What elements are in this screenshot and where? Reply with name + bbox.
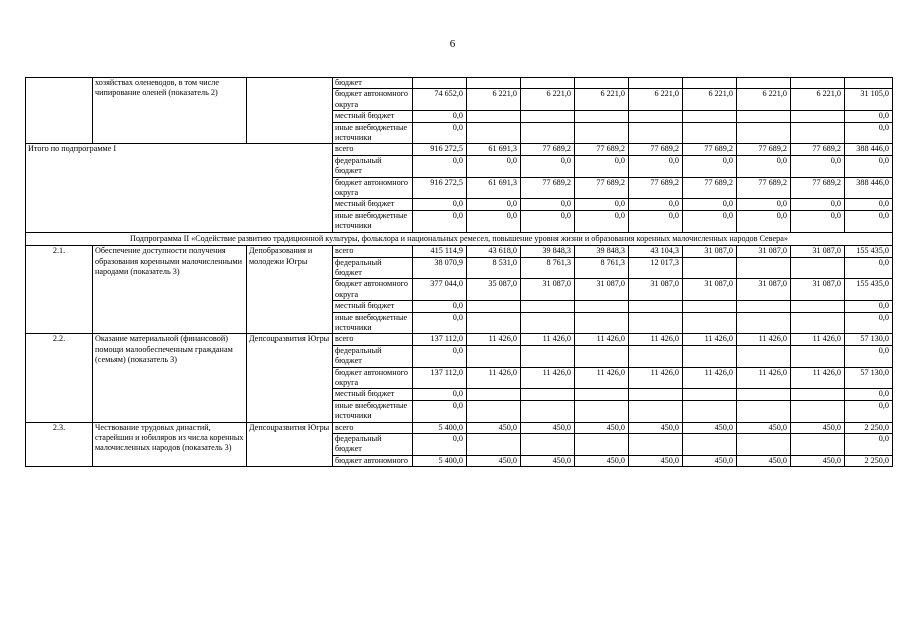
amount-cell: 77 689,2: [521, 144, 575, 155]
amount-cell: 77 689,2: [683, 144, 737, 155]
amount-cell: [683, 312, 737, 334]
amount-cell: [737, 312, 791, 334]
amount-cell: 31 105,0: [845, 89, 893, 111]
event-name: Обеспечение доступности получения образования коренными малочисленными народами (показатель 3): [93, 246, 247, 334]
amount-cell: 450,0: [737, 455, 791, 466]
amount-cell: [737, 301, 791, 312]
amount-cell: 31 087,0: [737, 246, 791, 257]
funding-source: всего: [333, 144, 413, 155]
amount-cell: 0,0: [413, 210, 467, 232]
amount-cell: [683, 400, 737, 422]
amount-cell: [683, 434, 737, 456]
amount-cell: [413, 78, 467, 89]
amount-cell: [521, 345, 575, 367]
amount-cell: [845, 78, 893, 89]
amount-cell: 77 689,2: [575, 144, 629, 155]
subprogram-row: [26, 232, 893, 245]
amount-cell: 31 087,0: [737, 279, 791, 301]
amount-cell: 0,0: [845, 434, 893, 456]
amount-cell: 35 087,0: [467, 279, 521, 301]
funding-source: бюджет автономного округа: [333, 367, 413, 389]
table-row: [26, 246, 893, 257]
amount-cell: [521, 434, 575, 456]
amount-cell: 0,0: [845, 122, 893, 144]
amount-cell: 0,0: [737, 199, 791, 210]
amount-cell: 2 250,0: [845, 455, 893, 466]
amount-cell: [683, 301, 737, 312]
amount-cell: 11 426,0: [629, 334, 683, 345]
table-row: [26, 422, 893, 433]
amount-cell: 415 114,9: [413, 246, 467, 257]
amount-cell: 0,0: [467, 155, 521, 177]
amount-cell: 137 112,0: [413, 334, 467, 345]
amount-cell: 39 848,3: [575, 246, 629, 257]
event-name: Оказание материальной (финансовой) помощи малообеспеченным гражданам (семьям) (показатель 3): [93, 334, 247, 422]
amount-cell: 0,0: [413, 155, 467, 177]
amount-cell: [467, 312, 521, 334]
amount-cell: 31 087,0: [521, 279, 575, 301]
row-number: 2.1.: [26, 246, 93, 334]
amount-cell: [575, 122, 629, 144]
amount-cell: 450,0: [467, 422, 521, 433]
amount-cell: 0,0: [575, 210, 629, 232]
amount-cell: 0,0: [683, 199, 737, 210]
amount-cell: [791, 345, 845, 367]
amount-cell: 77 689,2: [629, 144, 683, 155]
amount-cell: 0,0: [683, 155, 737, 177]
amount-cell: 450,0: [629, 455, 683, 466]
amount-cell: [521, 78, 575, 89]
funding-source: иные внебюджетные источники: [333, 210, 413, 232]
amount-cell: 0,0: [467, 210, 521, 232]
row-label: Итого по подпрограмме I: [26, 144, 333, 232]
amount-cell: 8 531,0: [467, 257, 521, 279]
amount-cell: 11 426,0: [575, 334, 629, 345]
amount-cell: [629, 301, 683, 312]
amount-cell: [683, 111, 737, 122]
funding-source: федеральный бюджет: [333, 155, 413, 177]
amount-cell: [575, 301, 629, 312]
amount-cell: [629, 389, 683, 400]
amount-cell: 0,0: [413, 301, 467, 312]
funding-source: бюджет автономного округа: [333, 177, 413, 199]
amount-cell: [521, 400, 575, 422]
amount-cell: 0,0: [413, 389, 467, 400]
table-row: [26, 334, 893, 345]
amount-cell: 12 017,3: [629, 257, 683, 279]
amount-cell: [737, 122, 791, 144]
amount-cell: 43 618,0: [467, 246, 521, 257]
amount-cell: 0,0: [845, 301, 893, 312]
amount-cell: [737, 257, 791, 279]
amount-cell: [791, 78, 845, 89]
amount-cell: [521, 312, 575, 334]
executor: [247, 78, 333, 144]
amount-cell: 31 087,0: [791, 279, 845, 301]
amount-cell: 31 087,0: [575, 279, 629, 301]
funding-source: федеральный бюджет: [333, 257, 413, 279]
amount-cell: 11 426,0: [521, 334, 575, 345]
amount-cell: 0,0: [521, 210, 575, 232]
amount-cell: [629, 78, 683, 89]
amount-cell: [467, 111, 521, 122]
amount-cell: [791, 312, 845, 334]
amount-cell: [521, 301, 575, 312]
executor: Депсоцразвития Югры: [247, 422, 333, 467]
amount-cell: [683, 78, 737, 89]
amount-cell: 11 426,0: [683, 334, 737, 345]
amount-cell: 61 691,3: [467, 177, 521, 199]
amount-cell: 0,0: [845, 389, 893, 400]
amount-cell: 0,0: [521, 199, 575, 210]
amount-cell: [467, 400, 521, 422]
amount-cell: 61 691,3: [467, 144, 521, 155]
amount-cell: 0,0: [845, 312, 893, 334]
funding-source: местный бюджет: [333, 389, 413, 400]
amount-cell: [521, 122, 575, 144]
amount-cell: 155 435,0: [845, 279, 893, 301]
amount-cell: [575, 400, 629, 422]
amount-cell: 2 250,0: [845, 422, 893, 433]
funding-source: бюджет: [333, 78, 413, 89]
amount-cell: 31 087,0: [683, 246, 737, 257]
amount-cell: 11 426,0: [791, 334, 845, 345]
funding-source: бюджет автономного: [333, 455, 413, 466]
amount-cell: 916 272,5: [413, 177, 467, 199]
amount-cell: [575, 434, 629, 456]
funding-source: всего: [333, 246, 413, 257]
amount-cell: [467, 301, 521, 312]
amount-cell: [683, 122, 737, 144]
funding-source: бюджет автономного округа: [333, 89, 413, 111]
amount-cell: 0,0: [413, 122, 467, 144]
amount-cell: 11 426,0: [467, 334, 521, 345]
amount-cell: 450,0: [629, 422, 683, 433]
amount-cell: 450,0: [683, 422, 737, 433]
amount-cell: [683, 389, 737, 400]
amount-cell: 916 272,5: [413, 144, 467, 155]
amount-cell: 0,0: [575, 199, 629, 210]
amount-cell: 0,0: [575, 155, 629, 177]
amount-cell: 450,0: [521, 455, 575, 466]
amount-cell: 43 104,3: [629, 246, 683, 257]
amount-cell: 77 689,2: [737, 144, 791, 155]
amount-cell: 0,0: [629, 155, 683, 177]
funding-source: местный бюджет: [333, 199, 413, 210]
amount-cell: [791, 122, 845, 144]
amount-cell: [521, 111, 575, 122]
amount-cell: [791, 434, 845, 456]
amount-cell: 77 689,2: [683, 177, 737, 199]
amount-cell: [683, 345, 737, 367]
funding-source: иные внебюджетные источники: [333, 312, 413, 334]
amount-cell: 450,0: [575, 422, 629, 433]
amount-cell: [467, 78, 521, 89]
funding-source: бюджет автономного округа: [333, 279, 413, 301]
amount-cell: 8 761,3: [575, 257, 629, 279]
amount-cell: 0,0: [737, 210, 791, 232]
row-number: 2.2.: [26, 334, 93, 422]
amount-cell: [575, 389, 629, 400]
amount-cell: [791, 389, 845, 400]
funding-source: всего: [333, 422, 413, 433]
amount-cell: 0,0: [629, 199, 683, 210]
amount-cell: 0,0: [413, 434, 467, 456]
row-number: 2.3.: [26, 422, 93, 467]
amount-cell: 6 221,0: [737, 89, 791, 111]
funding-source: федеральный бюджет: [333, 345, 413, 367]
amount-cell: 450,0: [521, 422, 575, 433]
event-name: хозяйствах оленеводов, в том числе чипирование оленей (показатель 2): [93, 78, 247, 144]
executor: Депсоцразвития Югры: [247, 334, 333, 422]
amount-cell: 77 689,2: [791, 177, 845, 199]
amount-cell: 377 044,0: [413, 279, 467, 301]
amount-cell: 6 221,0: [683, 89, 737, 111]
funding-source: федеральный бюджет: [333, 434, 413, 456]
amount-cell: [791, 301, 845, 312]
amount-cell: [791, 111, 845, 122]
amount-cell: [629, 122, 683, 144]
funding-source: всего: [333, 334, 413, 345]
amount-cell: [629, 111, 683, 122]
amount-cell: 11 426,0: [737, 367, 791, 389]
funding-source: иные внебюджетные источники: [333, 122, 413, 144]
amount-cell: 77 689,2: [629, 177, 683, 199]
amount-cell: 5 400,0: [413, 422, 467, 433]
amount-cell: 0,0: [413, 400, 467, 422]
table-row: [26, 144, 893, 155]
executor: Депобразования и молодежи Югры: [247, 246, 333, 334]
amount-cell: 0,0: [413, 199, 467, 210]
amount-cell: [575, 111, 629, 122]
amount-cell: [467, 122, 521, 144]
amount-cell: 0,0: [845, 155, 893, 177]
amount-cell: 6 221,0: [791, 89, 845, 111]
amount-cell: [575, 345, 629, 367]
amount-cell: 77 689,2: [791, 144, 845, 155]
amount-cell: 450,0: [791, 455, 845, 466]
amount-cell: [467, 345, 521, 367]
amount-cell: 0,0: [467, 199, 521, 210]
amount-cell: 38 070,9: [413, 257, 467, 279]
amount-cell: [521, 389, 575, 400]
amount-cell: 0,0: [737, 155, 791, 177]
amount-cell: 6 221,0: [575, 89, 629, 111]
amount-cell: 0,0: [413, 345, 467, 367]
amount-cell: 6 221,0: [629, 89, 683, 111]
amount-cell: [575, 312, 629, 334]
amount-cell: 0,0: [413, 312, 467, 334]
amount-cell: 77 689,2: [521, 177, 575, 199]
amount-cell: 388 446,0: [845, 177, 893, 199]
page-number: 6: [449, 38, 456, 50]
amount-cell: [467, 389, 521, 400]
amount-cell: 5 400,0: [413, 455, 467, 466]
amount-cell: 450,0: [791, 422, 845, 433]
event-name: Чествование трудовых династий, старейшин и юбиляров из числа коренных малочисленных народов (показатель 3): [93, 422, 247, 467]
amount-cell: 0,0: [845, 210, 893, 232]
amount-cell: 0,0: [791, 155, 845, 177]
amount-cell: 11 426,0: [737, 334, 791, 345]
amount-cell: 11 426,0: [683, 367, 737, 389]
amount-cell: 11 426,0: [575, 367, 629, 389]
amount-cell: [629, 434, 683, 456]
amount-cell: 0,0: [629, 210, 683, 232]
amount-cell: 57 130,0: [845, 334, 893, 345]
amount-cell: 11 426,0: [629, 367, 683, 389]
amount-cell: 77 689,2: [737, 177, 791, 199]
amount-cell: 11 426,0: [467, 367, 521, 389]
amount-cell: 31 087,0: [791, 246, 845, 257]
amount-cell: 31 087,0: [629, 279, 683, 301]
amount-cell: 388 446,0: [845, 144, 893, 155]
amount-cell: [737, 389, 791, 400]
amount-cell: [683, 257, 737, 279]
row-number: [26, 78, 93, 144]
amount-cell: 39 848,3: [521, 246, 575, 257]
amount-cell: [737, 111, 791, 122]
amount-cell: 57 130,0: [845, 367, 893, 389]
amount-cell: [791, 257, 845, 279]
amount-cell: 0,0: [845, 199, 893, 210]
amount-cell: [737, 78, 791, 89]
amount-cell: 74 652,0: [413, 89, 467, 111]
amount-cell: 450,0: [737, 422, 791, 433]
amount-cell: [629, 400, 683, 422]
amount-cell: 0,0: [845, 257, 893, 279]
amount-cell: [737, 345, 791, 367]
amount-cell: 450,0: [467, 455, 521, 466]
amount-cell: 8 761,3: [521, 257, 575, 279]
amount-cell: [629, 345, 683, 367]
amount-cell: 450,0: [575, 455, 629, 466]
amount-cell: 0,0: [845, 111, 893, 122]
amount-cell: 137 112,0: [413, 367, 467, 389]
amount-cell: [737, 400, 791, 422]
amount-cell: 6 221,0: [521, 89, 575, 111]
funding-source: местный бюджет: [333, 111, 413, 122]
amount-cell: 450,0: [683, 455, 737, 466]
amount-cell: 11 426,0: [791, 367, 845, 389]
amount-cell: 77 689,2: [575, 177, 629, 199]
table-row: [26, 78, 893, 89]
subprogram-title: Подпрограмма II «Содействие развитию традиционной культуры, фольклора и национальных ремесел, повышение уровня жизни и образования коренных малочисленных народов Севера»: [26, 232, 893, 245]
amount-cell: [629, 312, 683, 334]
budget-table: [25, 77, 893, 467]
amount-cell: 0,0: [845, 345, 893, 367]
amount-cell: [467, 434, 521, 456]
amount-cell: 0,0: [413, 111, 467, 122]
amount-cell: 0,0: [683, 210, 737, 232]
amount-cell: [737, 434, 791, 456]
amount-cell: 11 426,0: [521, 367, 575, 389]
amount-cell: 6 221,0: [467, 89, 521, 111]
amount-cell: 31 087,0: [683, 279, 737, 301]
amount-cell: 0,0: [791, 210, 845, 232]
funding-source: иные внебюджетные источники: [333, 400, 413, 422]
amount-cell: 155 435,0: [845, 246, 893, 257]
amount-cell: 0,0: [521, 155, 575, 177]
amount-cell: [575, 78, 629, 89]
amount-cell: 0,0: [845, 400, 893, 422]
amount-cell: 0,0: [791, 199, 845, 210]
amount-cell: [791, 400, 845, 422]
funding-source: местный бюджет: [333, 301, 413, 312]
